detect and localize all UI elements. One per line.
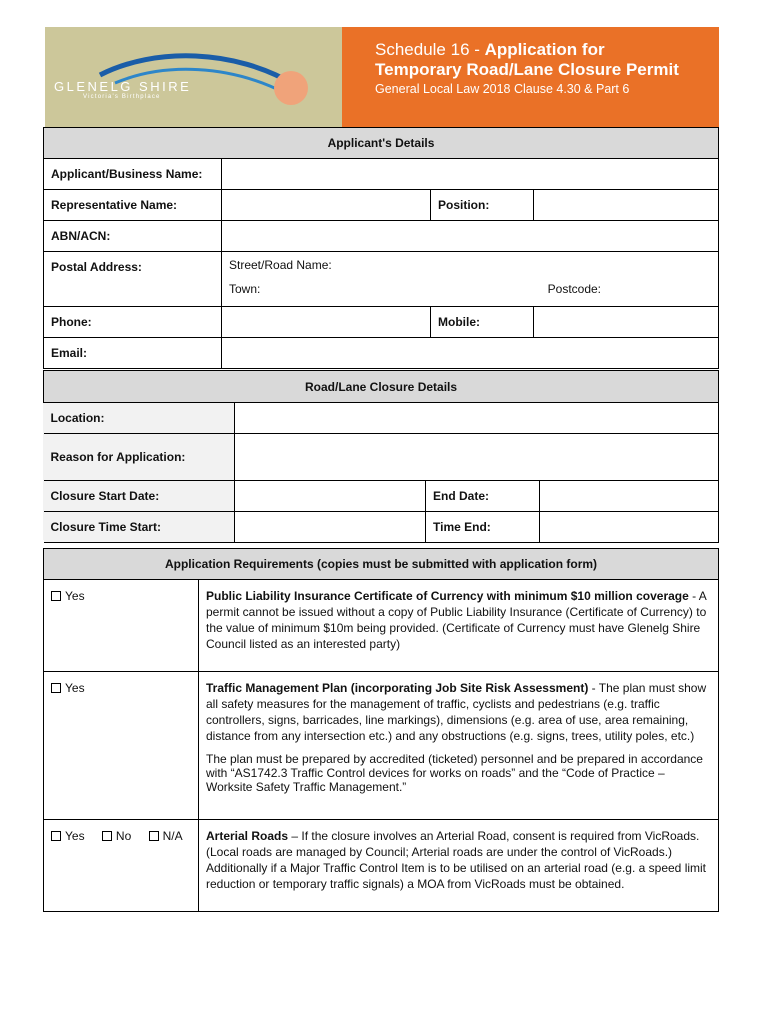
position-label: Position: xyxy=(431,190,534,221)
representative-name-field[interactable] xyxy=(222,190,431,221)
mobile-field[interactable] xyxy=(534,307,719,338)
arterial-no-checkbox[interactable]: No xyxy=(102,829,131,843)
arterial-requirement: Arterial Roads – If the closure involves an Arterial Road, consent is required from VicRoads. (Local roads are managed by Council; Arterial roads are under the control of VicRoads.) Additionally if a Major Traffic Control Item is to be utilised on an arterial road (e.g. a speed limit reduction or temporary traffic signals) a MOA from VicRoads must be obtained. xyxy=(199,820,719,912)
phone-field[interactable] xyxy=(222,307,431,338)
mobile-label: Mobile: xyxy=(431,307,534,338)
reason-label: Reason for Application: xyxy=(44,434,235,481)
closure-section-title: Road/Lane Closure Details xyxy=(44,371,719,403)
postcode-label: Postcode: xyxy=(547,282,602,296)
requirements-section-title: Application Requirements (copies must be submitted with application form) xyxy=(44,549,719,580)
business-name-label: Applicant/Business Name: xyxy=(44,159,222,190)
time-start-field[interactable] xyxy=(235,512,426,543)
time-start-label: Closure Time Start: xyxy=(44,512,235,543)
applicant-section-title: Applicant's Details xyxy=(44,128,719,159)
page-subtitle: General Local Law 2018 Clause 4.30 & Part 6 xyxy=(375,82,630,96)
start-date-field[interactable] xyxy=(235,481,426,512)
business-name-field[interactable] xyxy=(222,159,719,190)
email-label: Email: xyxy=(44,338,222,369)
header-logo-panel xyxy=(45,27,342,128)
email-field[interactable] xyxy=(222,338,719,369)
abn-field[interactable] xyxy=(222,221,719,252)
checkbox-icon xyxy=(51,683,61,693)
brand-tagline: Victoria's Birthplace xyxy=(83,94,161,100)
requirements-table xyxy=(43,548,719,912)
reason-field[interactable] xyxy=(235,434,719,481)
traffic-plan-yes-checkbox[interactable]: Yes xyxy=(51,681,85,695)
checkbox-icon xyxy=(149,831,159,841)
arterial-yes-checkbox[interactable]: Yes xyxy=(51,829,85,843)
logo-sun-icon xyxy=(274,71,308,105)
end-date-field[interactable] xyxy=(540,481,719,512)
town-label: Town: xyxy=(229,282,261,296)
position-field[interactable] xyxy=(534,190,719,221)
traffic-plan-options xyxy=(44,672,199,820)
abn-label: ABN/ACN: xyxy=(44,221,222,252)
insurance-yes-checkbox[interactable]: Yes xyxy=(51,589,85,603)
insurance-requirement: Public Liability Insurance Certificate of Currency with minimum $10 million coverage - A permit cannot be issued without a copy of Public Liability Insurance (Certificate of Currency) to the value of minimum $10m being provided. (Certificate of Currency must have Glenelg Shire Council listed as an interested party) xyxy=(199,580,719,672)
location-label: Location: xyxy=(44,403,235,434)
applicant-details-table xyxy=(43,127,719,369)
end-date-label: End Date: xyxy=(426,481,540,512)
traffic-plan-requirement: Traffic Management Plan (incorporating Job Site Risk Assessment) - The plan must show all safety measures for the management of traffic, cyclists and pedestrians (e.g. traffic controllers, signs, barricades, line markings), dimensions (e.g. area of use, area remaining, distance from any intersection etc.) and any obstructions (e.g. signs, trees, utility poles, etc.) The plan must be prepared by accredited (ticketed) personnel and be prepared in accordance with “AS1742.3 Traffic Control devices for works on roads” and the “Code of Practice – Worksite Safety Traffic Management.” xyxy=(199,672,719,820)
start-date-label: Closure Start Date: xyxy=(44,481,235,512)
header-title-panel xyxy=(342,27,719,128)
representative-name-label: Representative Name: xyxy=(44,190,222,221)
location-field[interactable] xyxy=(235,403,719,434)
closure-details-table xyxy=(43,370,719,543)
time-end-label: Time End: xyxy=(426,512,540,543)
checkbox-icon xyxy=(51,831,61,841)
page-title-line-1: Schedule 16 - Application for xyxy=(375,40,605,59)
page-title-line-2: Temporary Road/Lane Closure Permit xyxy=(375,60,679,79)
arterial-options xyxy=(44,820,199,912)
arterial-na-checkbox[interactable]: N/A xyxy=(149,829,183,843)
insurance-options xyxy=(44,580,199,672)
postal-address-label: Postal Address: xyxy=(44,252,222,307)
street-label: Street/Road Name: xyxy=(229,258,332,272)
postal-address-field[interactable] xyxy=(222,252,719,307)
brand-name: GLENELG SHIRE xyxy=(54,79,192,94)
phone-label: Phone: xyxy=(44,307,222,338)
time-end-field[interactable] xyxy=(540,512,719,543)
checkbox-icon xyxy=(51,591,61,601)
checkbox-icon xyxy=(102,831,112,841)
town-postcode-row xyxy=(229,282,711,296)
